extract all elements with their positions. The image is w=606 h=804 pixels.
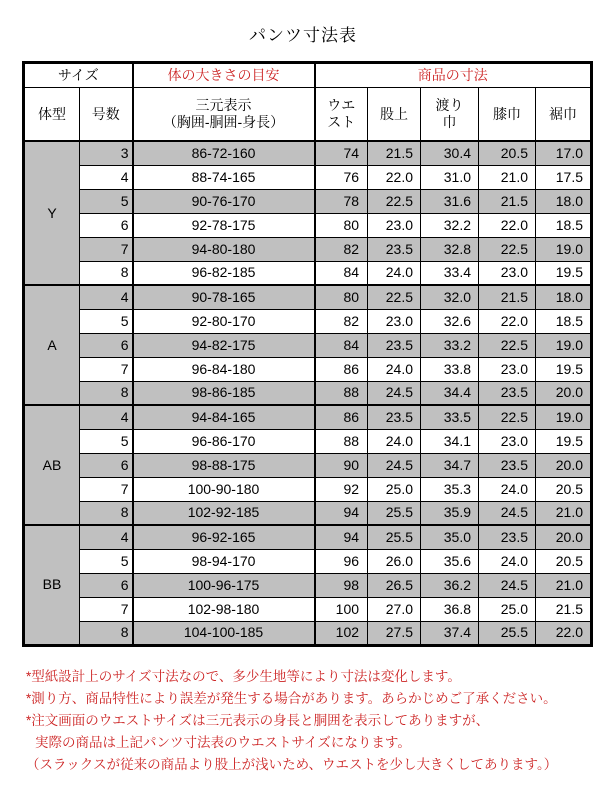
cell-waist: 84 — [315, 261, 368, 285]
table-row — [24, 141, 592, 165]
cell-three-measure: 94-80-180 — [133, 237, 315, 261]
cell-three-measure: 92-78-175 — [133, 213, 315, 237]
cell-thigh-width: 32.8 — [421, 237, 479, 261]
table-row — [24, 453, 592, 477]
cell-waist: 76 — [315, 165, 368, 189]
thigh-width-line2: 巾 — [442, 114, 457, 130]
cell-size-number: 7 — [80, 357, 133, 381]
cell-waist: 88 — [315, 429, 368, 453]
cell-rise: 23.5 — [368, 333, 421, 357]
cell-hem-width: 19.0 — [536, 237, 592, 261]
cell-rise: 24.0 — [368, 429, 421, 453]
cell-knee-width: 23.0 — [479, 261, 536, 285]
cell-waist: 90 — [315, 453, 368, 477]
cell-size-number: 5 — [80, 189, 133, 213]
cell-hem-width: 19.0 — [536, 333, 592, 357]
cell-three-measure: 90-76-170 — [133, 189, 315, 213]
cell-rise: 26.0 — [368, 549, 421, 573]
cell-size-number: 6 — [80, 333, 133, 357]
header-group-row — [24, 63, 592, 88]
cell-thigh-width: 31.0 — [421, 165, 479, 189]
cell-thigh-width: 32.2 — [421, 213, 479, 237]
cell-size-number: 5 — [80, 429, 133, 453]
cell-size-number: 4 — [80, 165, 133, 189]
cell-hem-width: 18.5 — [536, 213, 592, 237]
cell-rise: 25.0 — [368, 477, 421, 501]
size-table-rows — [24, 141, 592, 645]
col-header-three-measure — [133, 88, 315, 142]
cell-waist: 74 — [315, 141, 368, 165]
table-row — [24, 333, 592, 357]
table-row — [24, 309, 592, 333]
header-column-row — [24, 88, 592, 142]
three-measure-line2: （胸囲-胴囲-身長） — [162, 114, 285, 130]
cell-knee-width: 23.5 — [479, 381, 536, 405]
cell-hem-width: 18.0 — [536, 285, 592, 309]
cell-size-number: 5 — [80, 549, 133, 573]
cell-three-measure: 100-96-175 — [133, 573, 315, 597]
cell-size-number: 3 — [80, 141, 133, 165]
cell-thigh-width: 32.0 — [421, 285, 479, 309]
cell-size-number: 8 — [80, 621, 133, 645]
cell-size-number: 7 — [80, 477, 133, 501]
cell-three-measure: 102-98-180 — [133, 597, 315, 621]
cell-hem-width: 21.5 — [536, 597, 592, 621]
body-type-label: AB — [24, 405, 80, 525]
col-header-knee-width: 膝巾 — [479, 88, 536, 142]
cell-rise: 27.0 — [368, 597, 421, 621]
cell-waist: 82 — [315, 237, 368, 261]
cell-thigh-width: 33.2 — [421, 333, 479, 357]
cell-three-measure: 98-94-170 — [133, 549, 315, 573]
cell-rise: 22.5 — [368, 285, 421, 309]
table-row — [24, 381, 592, 405]
table-row — [24, 597, 592, 621]
cell-knee-width: 24.0 — [479, 477, 536, 501]
body-type-label: Y — [24, 141, 80, 285]
cell-thigh-width: 36.8 — [421, 597, 479, 621]
cell-knee-width: 24.0 — [479, 549, 536, 573]
cell-waist: 94 — [315, 501, 368, 525]
cell-knee-width: 21.5 — [479, 285, 536, 309]
cell-size-number: 4 — [80, 285, 133, 309]
cell-rise: 23.0 — [368, 309, 421, 333]
cell-hem-width: 19.5 — [536, 357, 592, 381]
table-row — [24, 501, 592, 525]
cell-three-measure: 98-88-175 — [133, 453, 315, 477]
cell-waist: 82 — [315, 309, 368, 333]
cell-thigh-width: 33.5 — [421, 405, 479, 429]
col-header-body-type: 体型 — [24, 88, 80, 142]
cell-hem-width: 19.5 — [536, 429, 592, 453]
cell-three-measure: 102-92-185 — [133, 501, 315, 525]
header-group-body-guide: 体の大きさの目安 — [133, 63, 315, 88]
cell-waist: 86 — [315, 357, 368, 381]
thigh-width-line1: 渡り — [435, 97, 464, 114]
note-line: *型紙設計上のサイズ寸法なので、多少生地等により寸法は変化します。 — [26, 668, 461, 684]
cell-waist: 96 — [315, 549, 368, 573]
table-row — [24, 261, 592, 285]
cell-thigh-width: 31.6 — [421, 189, 479, 213]
cell-waist: 80 — [315, 213, 368, 237]
cell-knee-width: 22.5 — [479, 237, 536, 261]
body-type-label: BB — [24, 525, 80, 645]
cell-thigh-width: 30.4 — [421, 141, 479, 165]
cell-thigh-width: 35.6 — [421, 549, 479, 573]
table-row — [24, 285, 592, 309]
cell-size-number: 5 — [80, 309, 133, 333]
pants-size-table — [22, 61, 593, 647]
table-row — [24, 573, 592, 597]
note-line: 実際の商品は上記パンツ寸法表のウエストサイズになります。 — [35, 734, 411, 750]
cell-hem-width: 20.5 — [536, 477, 592, 501]
cell-waist: 88 — [315, 381, 368, 405]
waist-line2: スト — [327, 114, 356, 130]
cell-waist: 94 — [315, 525, 368, 549]
note-line: （スラックスが従来の商品より股上が浅いため、ウエストを少し大きくしてあります。） — [26, 756, 558, 772]
cell-hem-width: 20.0 — [536, 453, 592, 477]
cell-rise: 22.0 — [368, 165, 421, 189]
cell-waist: 84 — [315, 333, 368, 357]
header-group-size: サイズ — [24, 63, 133, 88]
cell-knee-width: 22.5 — [479, 405, 536, 429]
note-line: *注文画面のウエストサイズは三元表示の身長と胴囲を表示してありますが、 — [26, 712, 490, 728]
cell-knee-width: 24.5 — [479, 501, 536, 525]
cell-hem-width: 20.0 — [536, 525, 592, 549]
cell-thigh-width: 35.9 — [421, 501, 479, 525]
cell-size-number: 8 — [80, 261, 133, 285]
cell-three-measure: 96-86-170 — [133, 429, 315, 453]
cell-size-number: 7 — [80, 597, 133, 621]
cell-rise: 25.5 — [368, 501, 421, 525]
cell-size-number: 6 — [80, 453, 133, 477]
cell-thigh-width: 33.8 — [421, 357, 479, 381]
cell-knee-width: 23.5 — [479, 453, 536, 477]
cell-three-measure: 90-78-165 — [133, 285, 315, 309]
cell-waist: 78 — [315, 189, 368, 213]
cell-hem-width: 18.0 — [536, 189, 592, 213]
cell-rise: 24.5 — [368, 381, 421, 405]
note-line: *測り方、商品特性により誤差が発生する場合があります。あらかじめご了承ください。 — [26, 690, 557, 706]
cell-knee-width: 22.0 — [479, 309, 536, 333]
cell-knee-width: 21.5 — [479, 189, 536, 213]
cell-three-measure: 86-72-160 — [133, 141, 315, 165]
cell-rise: 23.5 — [368, 237, 421, 261]
cell-hem-width: 21.0 — [536, 501, 592, 525]
cell-three-measure: 96-84-180 — [133, 357, 315, 381]
table-header — [24, 63, 592, 142]
cell-size-number: 4 — [80, 405, 133, 429]
cell-waist: 86 — [315, 405, 368, 429]
cell-knee-width: 20.5 — [479, 141, 536, 165]
cell-rise: 23.5 — [368, 405, 421, 429]
cell-knee-width: 25.5 — [479, 621, 536, 645]
cell-three-measure: 98-86-185 — [133, 381, 315, 405]
cell-waist: 92 — [315, 477, 368, 501]
cell-waist: 102 — [315, 621, 368, 645]
cell-thigh-width: 33.4 — [421, 261, 479, 285]
cell-rise: 25.5 — [368, 525, 421, 549]
table-row — [24, 525, 592, 549]
cell-waist: 100 — [315, 597, 368, 621]
table-row — [24, 405, 592, 429]
cell-thigh-width: 35.0 — [421, 525, 479, 549]
table-row — [24, 477, 592, 501]
table-row — [24, 189, 592, 213]
cell-rise: 24.0 — [368, 261, 421, 285]
cell-three-measure: 94-84-165 — [133, 405, 315, 429]
cell-knee-width: 21.0 — [479, 165, 536, 189]
body-type-label: A — [24, 285, 80, 405]
cell-thigh-width: 35.3 — [421, 477, 479, 501]
cell-size-number: 8 — [80, 381, 133, 405]
cell-thigh-width: 37.4 — [421, 621, 479, 645]
col-header-hem-width: 裾巾 — [536, 88, 592, 142]
notes — [26, 666, 606, 776]
cell-knee-width: 23.0 — [479, 429, 536, 453]
cell-size-number: 8 — [80, 501, 133, 525]
cell-rise: 21.5 — [368, 141, 421, 165]
cell-rise: 26.5 — [368, 573, 421, 597]
cell-hem-width: 21.0 — [536, 573, 592, 597]
cell-knee-width: 24.5 — [479, 573, 536, 597]
page-title: パンツ寸法表 — [249, 26, 357, 45]
cell-size-number: 6 — [80, 213, 133, 237]
table-row — [24, 549, 592, 573]
header-group-product-dims: 商品の寸法 — [315, 63, 592, 88]
table-row — [24, 213, 592, 237]
table-row — [24, 621, 592, 645]
table-row — [24, 429, 592, 453]
cell-three-measure: 92-80-170 — [133, 309, 315, 333]
cell-hem-width: 19.0 — [536, 405, 592, 429]
cell-knee-width: 25.0 — [479, 597, 536, 621]
cell-size-number: 7 — [80, 237, 133, 261]
cell-three-measure: 94-82-175 — [133, 333, 315, 357]
cell-size-number: 4 — [80, 525, 133, 549]
table-row — [24, 237, 592, 261]
cell-hem-width: 17.0 — [536, 141, 592, 165]
cell-size-number: 6 — [80, 573, 133, 597]
cell-three-measure: 96-82-185 — [133, 261, 315, 285]
cell-three-measure: 96-92-165 — [133, 525, 315, 549]
cell-knee-width: 22.5 — [479, 333, 536, 357]
col-header-thigh-width — [421, 88, 479, 142]
cell-rise: 24.0 — [368, 357, 421, 381]
cell-thigh-width: 36.2 — [421, 573, 479, 597]
cell-three-measure: 88-74-165 — [133, 165, 315, 189]
table-row — [24, 165, 592, 189]
cell-knee-width: 22.0 — [479, 213, 536, 237]
cell-hem-width: 17.5 — [536, 165, 592, 189]
cell-three-measure: 100-90-180 — [133, 477, 315, 501]
cell-hem-width: 18.5 — [536, 309, 592, 333]
three-measure-line1: 三元表示 — [195, 97, 252, 114]
col-header-size-number: 号数 — [80, 88, 133, 142]
waist-line1: ウエ — [327, 97, 356, 114]
cell-hem-width: 22.0 — [536, 621, 592, 645]
cell-thigh-width: 34.7 — [421, 453, 479, 477]
cell-waist: 80 — [315, 285, 368, 309]
table-row — [24, 357, 592, 381]
cell-knee-width: 23.5 — [479, 525, 536, 549]
cell-hem-width: 20.5 — [536, 549, 592, 573]
cell-thigh-width: 34.1 — [421, 429, 479, 453]
col-header-rise: 股上 — [368, 88, 421, 142]
cell-thigh-width: 34.4 — [421, 381, 479, 405]
cell-rise: 23.0 — [368, 213, 421, 237]
cell-hem-width: 19.5 — [536, 261, 592, 285]
cell-rise: 22.5 — [368, 189, 421, 213]
cell-rise: 27.5 — [368, 621, 421, 645]
cell-rise: 24.5 — [368, 453, 421, 477]
cell-hem-width: 20.0 — [536, 381, 592, 405]
cell-waist: 98 — [315, 573, 368, 597]
cell-thigh-width: 32.6 — [421, 309, 479, 333]
cell-knee-width: 23.0 — [479, 357, 536, 381]
col-header-waist — [315, 88, 368, 142]
cell-three-measure: 104-100-185 — [133, 621, 315, 645]
